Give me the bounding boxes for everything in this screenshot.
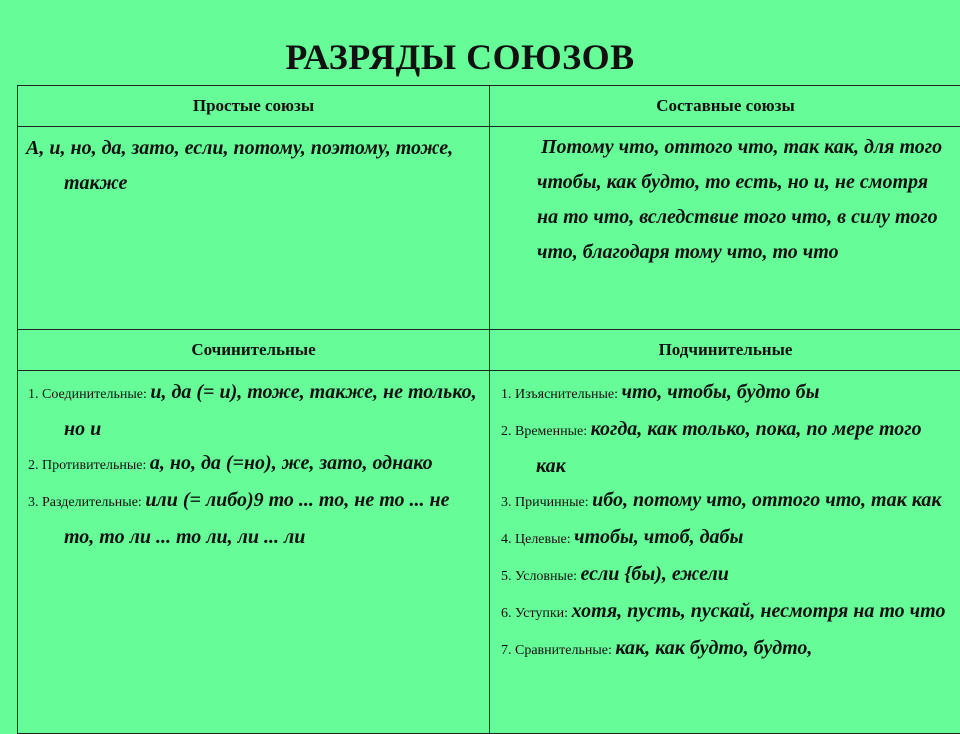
subordinating-cell: [490, 371, 960, 734]
list-item: [19, 483, 488, 554]
conjunctions-table: [17, 85, 960, 734]
list-item-text: и, да (= и), тоже, также, не только, но и: [64, 381, 477, 440]
page-title: РАЗРЯДЫ СОЮЗОВ: [0, 36, 920, 78]
header-coordinating: Сочинительные: [18, 330, 490, 371]
list-item-text: когда, как только, пока, по мере того как: [536, 418, 922, 477]
list-item: [491, 520, 960, 557]
structure-row: [18, 127, 960, 330]
list-item-text: хотя, пусть, пускай, несмотря на то что: [572, 600, 946, 622]
list-item: [491, 483, 960, 520]
list-item-text: если {бы), ежели: [581, 563, 729, 585]
list-item: [19, 375, 488, 446]
list-item-label: 2. Временные:: [501, 424, 591, 439]
list-item-text: а, но, да (=но), же, зато, однако: [150, 452, 433, 474]
list-item: [491, 412, 960, 483]
list-item-label: 5. Условные:: [501, 569, 581, 584]
list-item: [491, 631, 960, 668]
header-row-meaning: [18, 330, 960, 371]
list-item-label: 3. Разделительные:: [28, 495, 145, 510]
list-item-label: 1. Соединительные:: [28, 387, 150, 402]
header-subordinating: Подчинительные: [490, 330, 960, 371]
list-item-text: ибо, потому что, оттого что, так как: [592, 489, 941, 511]
list-item: [491, 557, 960, 594]
list-item-label: 4. Целевые:: [501, 532, 574, 547]
list-item-label: 7. Сравнительные:: [501, 643, 615, 658]
list-item-text: что, чтобы, будто бы: [621, 381, 819, 403]
list-item-label: 3. Причинные:: [501, 495, 592, 510]
header-simple: Простые союзы: [18, 86, 490, 127]
list-item: [19, 446, 488, 483]
meaning-row: [18, 371, 960, 734]
list-item: [491, 375, 960, 412]
subordinating-list: [491, 375, 960, 668]
list-item-text: чтобы, чтоб, дабы: [574, 526, 743, 548]
list-item-label: 6. Уступки:: [501, 606, 572, 621]
list-item-label: 1. Изъяснительные:: [501, 387, 621, 402]
simple-cell: [18, 127, 490, 330]
list-item-text: как, как будто, будто,: [615, 637, 812, 659]
compound-cell: [490, 127, 960, 330]
list-item: [491, 594, 960, 631]
simple-conjunctions-text: А, и, но, да, зато, если, потому, поэтому, тоже, также: [19, 131, 488, 201]
compound-conjunctions-text: Потому что, оттого что, так как, для того чтобы, как будто, то есть, но и, не смотря на то что, вследствие того что, в силу того что, благодаря тому что, то что: [491, 130, 960, 270]
header-row-structure: [18, 86, 960, 127]
list-item-label: 2. Противительные:: [28, 458, 150, 473]
coordinating-cell: [18, 371, 490, 734]
list-item-text: или (= либо)9 то ... то, не то ... не то, то ли ... то ли, ли ... ли: [64, 489, 449, 548]
coordinating-list: [19, 375, 488, 554]
header-compound: Составные союзы: [490, 86, 960, 127]
